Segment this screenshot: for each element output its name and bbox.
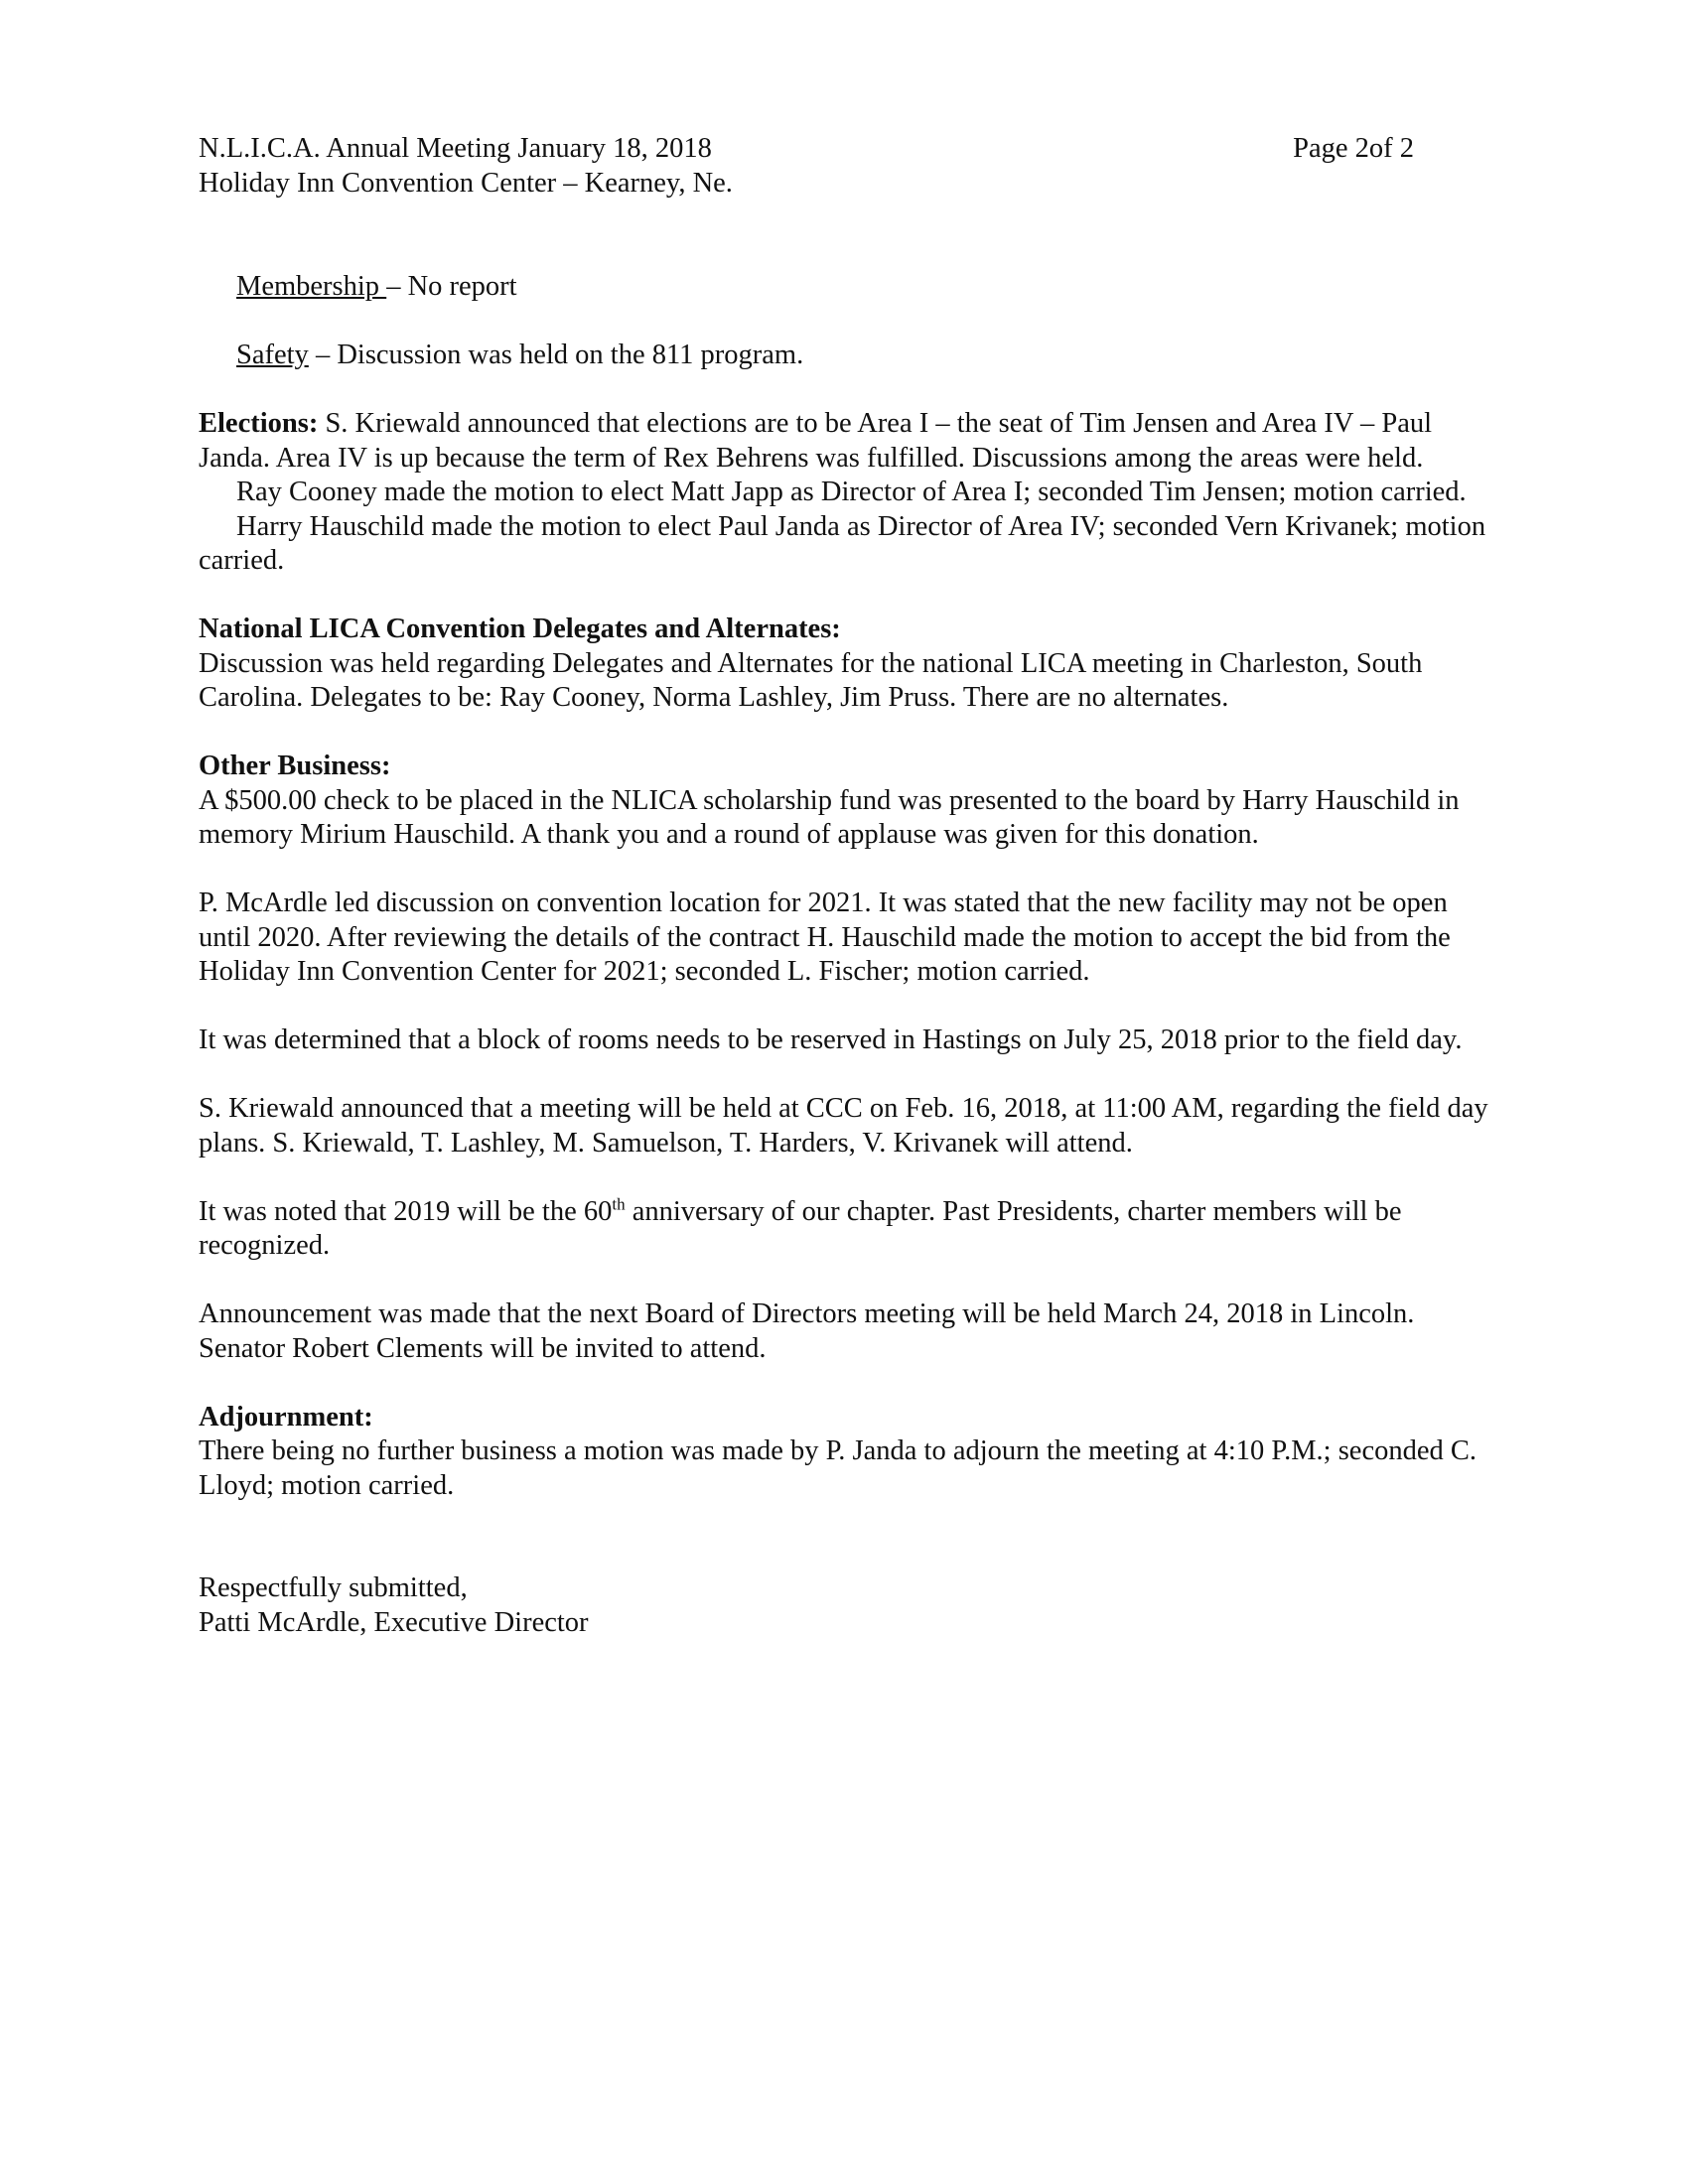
safety-report	[236, 339, 1489, 373]
delegates-section	[199, 613, 1489, 716]
delegates-text: Discussion was held regarding Delegates and Alternates for the national LICA meeting in Charleston, South Carolina. Delegates to be: Ray Cooney, Norma Lashley, Jim Pruss. There are no alternates.	[199, 647, 1423, 713]
page-number: Page 2of 2	[1293, 133, 1414, 164]
document-page	[199, 132, 1489, 1640]
elections-heading: Elections:	[199, 408, 319, 439]
safety-text: – Discussion was held on the 811 program.	[308, 340, 804, 370]
signature-name: Patti McArdle, Executive Director	[199, 1606, 589, 1638]
committee-reports	[199, 270, 1489, 373]
other-business-section	[199, 750, 1489, 1366]
other-business-para-5	[199, 1195, 1489, 1264]
para-5-before: It was noted that 2019 will be the 60	[199, 1195, 613, 1227]
other-business-heading: Other Business:	[199, 751, 391, 781]
other-business-para-6: Announcement was made that the next Board of Directors meeting will be held March 24, 2018 in Lincoln. Senator Robert Clements will be invited to attend.	[199, 1298, 1415, 1364]
elections-motion-2: Harry Hauschild made the motion to elect Paul Janda as Director of Area IV; seconded Vern Krivanek; motion carried.	[199, 510, 1486, 576]
other-business-para-1: A $500.00 check to be placed in the NLICA scholarship fund was presented to the board by Harry Hauschild in memory Mirium Hauschild. A thank you and a round of applause was given for this donation.	[199, 784, 1460, 850]
elections-intro-text: S. Kriewald announced that elections are to be Area I – the seat of Tim Jensen and Area IV – Paul Janda. Area IV is up because the term of Rex Behrens was fulfilled. Discussions among the areas were held.	[199, 408, 1433, 474]
page-header	[199, 132, 1489, 201]
membership-label: Membership	[236, 271, 387, 302]
signature-closing: Respectfully submitted,	[199, 1572, 468, 1603]
other-business-para-4: S. Kriewald announced that a meeting will be held at CCC on Feb. 16, 2018, at 11:00 AM, regarding the field day plans. S. Kriewald, T. Lashley, M. Samuelson, T. Harders, V. Krivanek will attend.	[199, 1093, 1488, 1159]
elections-intro	[199, 407, 1489, 476]
para-5-after: anniversary of our chapter. Past Presidents, charter members will be recognized.	[199, 1195, 1402, 1261]
adjournment-section	[199, 1401, 1489, 1504]
header-title	[199, 132, 733, 201]
para-5-superscript: th	[612, 1194, 626, 1213]
header-title-line2: Holiday Inn Convention Center – Kearney, Ne.	[199, 167, 733, 199]
other-business-para-2: P. McArdle led discussion on convention location for 2021. It was stated that the new facility may not be open until 2020. After reviewing the details of the contract H. Hauschild made the motion to accept the bid from the Holiday Inn Convention Center for 2021; seconded L. Fischer; motion carried.	[199, 887, 1451, 987]
adjournment-heading: Adjournment:	[199, 1401, 373, 1433]
membership-report	[236, 270, 1489, 305]
delegates-heading: National LICA Convention Delegates and Alternates:	[199, 614, 841, 644]
header-title-line1: N.L.I.C.A. Annual Meeting January 18, 2018	[199, 133, 712, 164]
signature-block	[199, 1571, 1489, 1640]
other-business-para-3: It was determined that a block of rooms needs to be reserved in Hastings on July 25, 2018 prior to the field day.	[199, 1024, 1463, 1055]
elections-section	[199, 407, 1489, 579]
safety-label: Safety	[236, 340, 309, 370]
adjournment-text: There being no further business a motion was made by P. Janda to adjourn the meeting at 4:10 P.M.; seconded C. Lloyd; motion carried.	[199, 1435, 1477, 1501]
elections-motion-1: Ray Cooney made the motion to elect Matt Japp as Director of Area I; seconded Tim Jensen; motion carried.	[236, 477, 1467, 507]
membership-text: – No report	[386, 271, 517, 302]
